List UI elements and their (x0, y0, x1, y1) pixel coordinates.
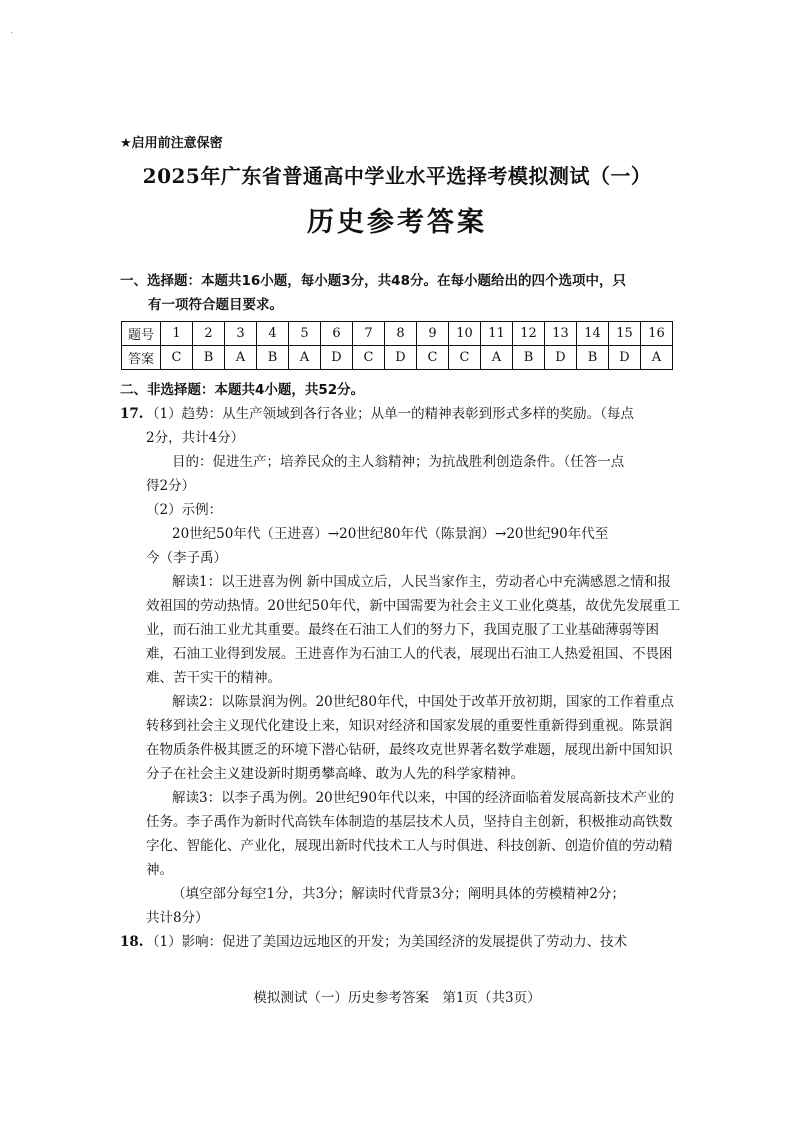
q17-timeline: 20世纪50年代（王进喜）→20世纪80年代（陈景润）→20世纪90年代至 (172, 526, 609, 542)
q17-scoring: （填空部分每空1分，共3分；解读时代背景3分；阐明具体的劳模精神2分； (172, 886, 625, 902)
answer-cell: C (161, 346, 193, 370)
q17-reading-2: 解读2：以陈景润为例。20世纪80年代，中国处于改革开放初期，国家的工作着重点转移到社会主义现代化建设上来，知识对经济和国家发展的重要性重新得到重视。陈景润在物质条件极其匮乏的环境下潜心钻研，最终攻克世界著名数学难题，展现出新中国知识分子在社会主义建设新时期勇攀高峰、敢为人先的科学家精神。 (146, 694, 674, 782)
answer-table-answer-row (122, 346, 673, 370)
q18-impact: （1）影响：促进了美国边远地区的开发；为美国经济的发展提供了劳动力、技术 (146, 934, 628, 950)
answer-cell: C (449, 346, 481, 370)
exam-title: 2025年广东省普通高中学业水平选择考模拟测试（一） (142, 164, 652, 188)
question-number: 7 (353, 322, 385, 346)
answer-cell: C (417, 346, 449, 370)
answer-cell: A (481, 346, 513, 370)
question-number: 10 (449, 322, 481, 346)
question-number: 16 (641, 322, 673, 346)
q17-part1 (120, 402, 680, 426)
answer-cell: A (289, 346, 321, 370)
question-number: 5 (289, 322, 321, 346)
confidential-notice: ★启用前注意保密 (120, 136, 223, 151)
q18-part1 (120, 930, 680, 954)
q17-reading-3: 解读3：以李子禹为例。20世纪90年代以来，中国的经济面临着发展高新技术产业的任务。李子禹作为新时代高铁车体制造的基层技术人员，坚持自主创新，积极推动高铁数字化、智能化、产业化，展现出新时代技术工人与时俱进、科技创新、创造价值的劳动精神。 (146, 790, 674, 878)
section2-heading (120, 378, 680, 402)
question-number: 2 (193, 322, 225, 346)
q17-number: 17. (120, 406, 144, 422)
answer-cell: B (257, 346, 289, 370)
section2-heading-text: 二、非选择题：本题共4小题，共52分。 (120, 382, 365, 398)
q17-reading-1: 解读1：以王进喜为例 新中国成立后，人民当家作主，劳动者心中充满感恩之情和报效祖国的劳动热情。20世纪50年代，新中国需要为社会主义工业化奠基，故优先发展重工业，而石油工业尤其重要。最终在石油工人们的努力下，我国克服了工业基础薄弱等困难，石油工业得到发展。王进喜作为石油工人的代表，展现出石油工人热爱祖国、不畏困难、苦干实干的精神。 (146, 574, 680, 686)
q17-part2-label: （2）示例： (146, 502, 223, 518)
section1-heading-line2: 有一项符合题目要求。 (148, 297, 283, 313)
question-number: 12 (513, 322, 545, 346)
question-number: 6 (321, 322, 353, 346)
section1-heading (120, 269, 680, 317)
row-label-number: 题号 (122, 322, 161, 346)
answer-cell: A (225, 346, 257, 370)
question-number: 8 (385, 322, 417, 346)
section1-heading-line1: 一、选择题：本题共16小题，每小题3分，共48分。在每小题给出的四个选项中，只 (120, 273, 626, 289)
answer-cell: D (609, 346, 641, 370)
question-number: 13 (545, 322, 577, 346)
question-number: 1 (161, 322, 193, 346)
q17-trend-score: 2分，共计4分） (146, 430, 245, 446)
answer-cell: D (385, 346, 417, 370)
question-number: 4 (257, 322, 289, 346)
question-number: 15 (609, 322, 641, 346)
document-title: 历史参考答案 (307, 207, 487, 238)
q17-timeline-cont: 今（李子禹） (146, 550, 227, 566)
question-number: 3 (225, 322, 257, 346)
q17-trend: （1）趋势：从生产领域到各行各业；从单一的精神表彰到形式多样的奖励。（每点 (146, 406, 634, 422)
question-number: 9 (417, 322, 449, 346)
question-number: 14 (577, 322, 609, 346)
answer-cell: D (321, 346, 353, 370)
answer-cell: B (193, 346, 225, 370)
page-footer: 模拟测试（一）历史参考答案 第1页（共3页） (253, 990, 541, 1006)
answer-cell: B (577, 346, 609, 370)
corner-mark: · (10, 28, 14, 39)
answer-table (121, 321, 673, 370)
q17-purpose-score: 得2分） (146, 478, 196, 494)
q17-scoring-cont: 共计8分） (146, 910, 209, 926)
answer-cell: D (545, 346, 577, 370)
answer-cell: B (513, 346, 545, 370)
q18-number: 18. (120, 934, 144, 950)
q17-purpose: 目的：促进生产；培养民众的主人翁精神；为抗战胜利创造条件。（任答一点 (172, 454, 625, 470)
row-label-answer: 答案 (122, 346, 161, 370)
answer-cell: A (641, 346, 673, 370)
answer-cell: C (353, 346, 385, 370)
question-17 (120, 402, 680, 954)
answer-table-number-row (122, 322, 673, 346)
question-number: 11 (481, 322, 513, 346)
